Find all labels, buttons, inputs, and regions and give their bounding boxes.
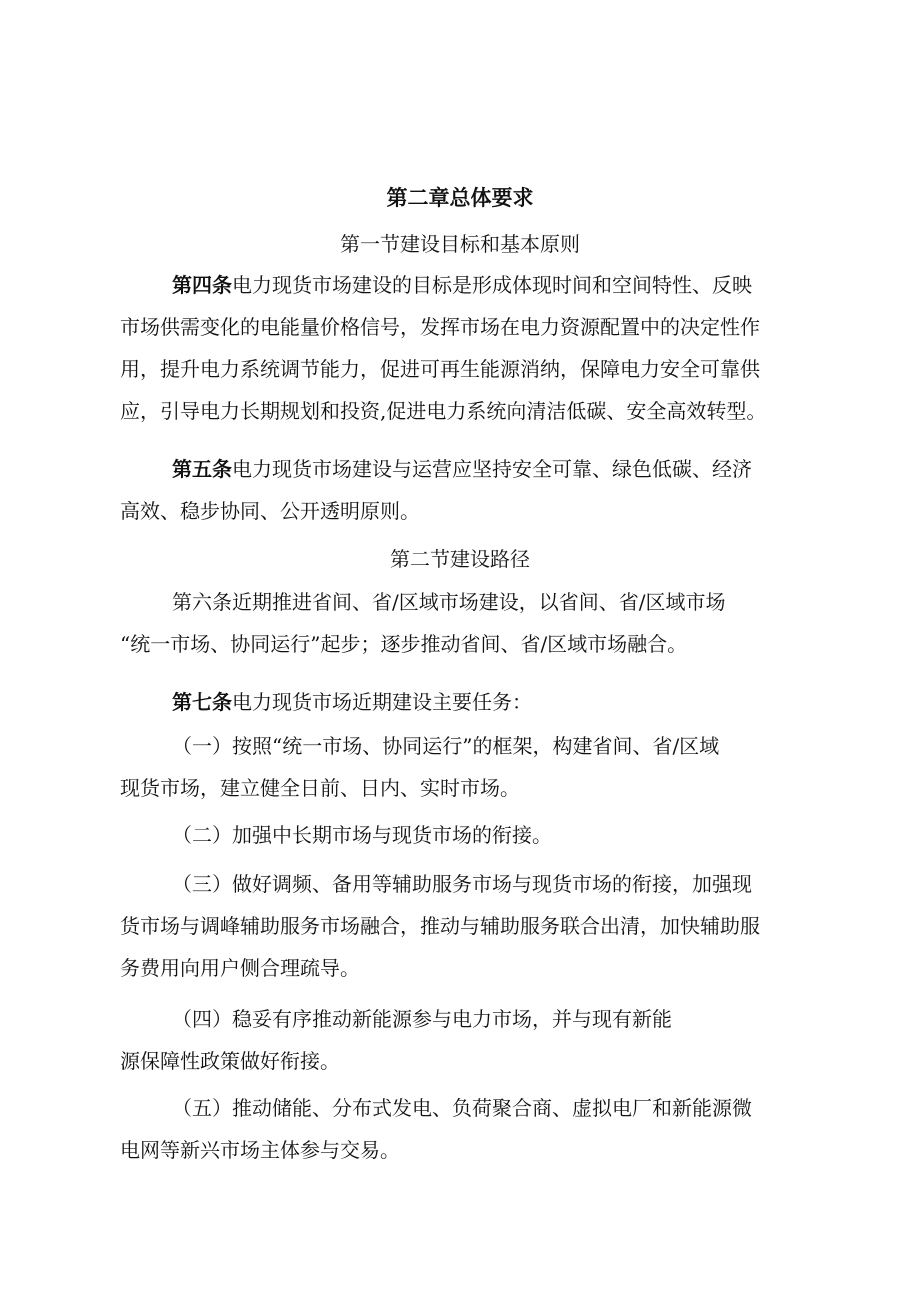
article-4 [120, 264, 820, 432]
article-5-line-1: 第五条电力现货市场建设与运营应坚持安全可靠、绿色低碳、经济 [172, 457, 752, 481]
article-6-line-1: 第六条近期推进省间、省/区域市场建设，以省间、省/区域市场 [172, 590, 726, 614]
article-4-label: 第四条 [172, 273, 232, 297]
article-4-line-2: 市场供需变化的电能量价格信号，发挥市场在电力资源配置中的决定性作 [120, 315, 760, 339]
article-7-line-1: 第七条电力现货市场近期建设主要任务： [172, 690, 532, 714]
list-item-5 [120, 1087, 820, 1171]
section-title-2: 第二节建设路径 [390, 547, 530, 571]
list-item-3 [120, 863, 820, 989]
list-item-2 [120, 814, 820, 856]
item-3-line-1: （三）做好调频、备用等辅助服务市场与现货市场的衔接，加强现 [172, 872, 752, 896]
article-6-line-2: “统一市场、协同运行”起步；逐步推动省间、省/区域市场融合。 [120, 632, 688, 656]
article-4-line-1: 第四条电力现货市场建设的目标是形成体现时间和空间特性、反映 [172, 273, 752, 297]
list-item-1 [120, 725, 820, 809]
item-5-line-2: 电网等新兴市场主体参与交易。 [120, 1138, 400, 1162]
article-4-line-4: 应，引导电力长期规划和投资,促进电力系统向清洁低碳、安全高效转型。 [120, 399, 767, 423]
article-5 [120, 448, 820, 532]
article-7-label: 第七条 [172, 690, 232, 714]
item-5-line-1: （五）推动储能、分布式发电、负荷聚合商、虚拟电厂和新能源微 [172, 1096, 752, 1120]
section-title-1: 第一节建设目标和基本原则 [340, 232, 580, 256]
article-4-line-3: 用，提升电力系统调节能力，促进可再生能源消纳，保障电力安全可靠供 [120, 357, 760, 381]
article-5-label: 第五条 [172, 457, 232, 481]
item-1-line-2: 现货市场，建立健全日前、日内、实时市场。 [120, 776, 520, 800]
article-5-line-2: 高效、稳步协同、公开透明原则。 [120, 499, 420, 523]
list-item-4 [120, 998, 820, 1082]
item-3-line-2: 货市场与调峰辅助服务市场融合，推动与辅助服务联合出清，加快辅助服 [120, 914, 760, 938]
item-4-line-2: 源保障性政策做好衔接。 [120, 1049, 340, 1073]
article-6 [120, 581, 820, 665]
item-2-line-1: （二）加强中长期市场与现货市场的衔接。 [172, 823, 552, 847]
item-1-line-1: （一）按照“统一市场、协同运行”的框架，构建省间、省/区域 [172, 734, 720, 758]
article-7 [120, 681, 820, 723]
chapter-title: 第二章总体要求 [386, 185, 534, 210]
item-3-line-3: 务费用向用户侧合理疏导。 [120, 956, 360, 980]
item-4-line-1: （四）稳妥有序推动新能源参与电力市场，并与现有新能 [172, 1007, 672, 1031]
